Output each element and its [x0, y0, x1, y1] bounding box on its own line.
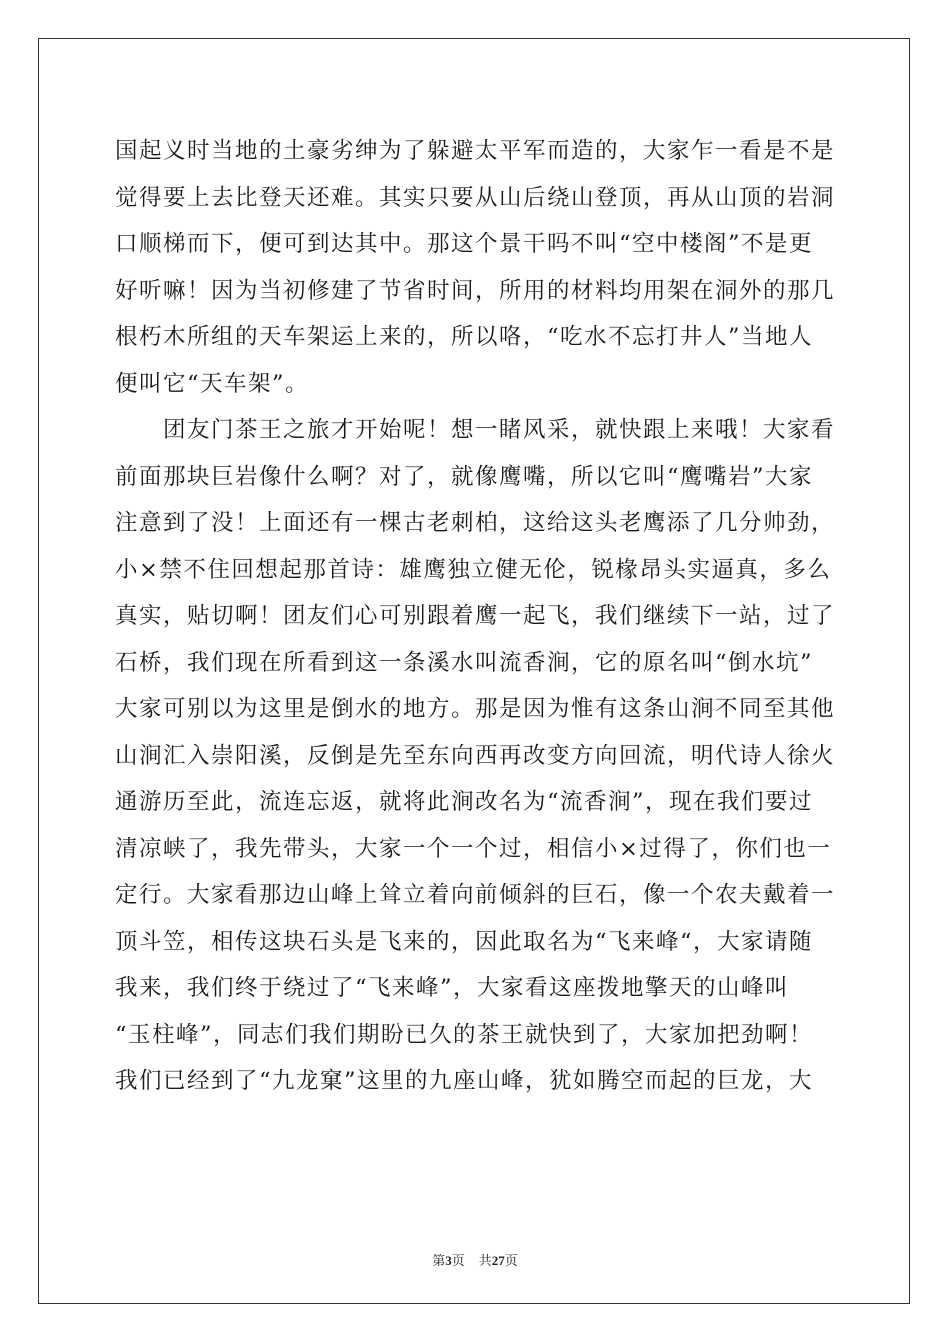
document-body: [115, 128, 835, 1105]
page-footer: [0, 1250, 950, 1269]
text-line: 注意到了没！上面还有一棵古老刺柏，这给这头老鹰添了几分帅劲，: [115, 510, 836, 536]
text-line: 顶斗笠，相传这块石头是飞来的，因此取名为“飞来峰“，大家请随: [115, 928, 814, 955]
text-line: 便叫它“天车架”。: [115, 370, 310, 397]
text-line: 山涧汇入崇阳溪，反倒是先至东向西再改变方向回流，明代诗人徐火: [115, 742, 836, 769]
text-line: 小×禁不住回想起那首诗：雄鹰独立健无伦，锐椽昂头实逼真，多么: [115, 556, 832, 583]
text-line: 清凉峡了，我先带头，大家一个一个过，相信小×过得了，你们也一: [115, 835, 832, 862]
text-line: 前面那块巨岩像什么啊？对了，就像鹰嘴，所以它叫“鹰嘴岩”大家: [115, 463, 814, 490]
text-line: 我来，我们终于绕过了“飞来峰”，大家看这座拨地擎天的山峰叫: [115, 975, 790, 1001]
text-line: 口顺梯而下，便可到达其中。那这个景干吗不叫“空中楼阁”不是更: [115, 231, 814, 257]
page-prefix: 第: [432, 1253, 446, 1268]
text-line: 大家可别以为这里是倒水的地方。那是因为惟有这条山涧不同至其他: [115, 696, 836, 722]
total-suffix: 页: [504, 1253, 518, 1268]
paragraph-first-line: 团友门茶王之旅才开始呢！想一睹风采，就快跟上来哦！大家看: [163, 417, 836, 443]
page-suffix: 页: [451, 1253, 465, 1268]
total-prefix: 共: [478, 1253, 492, 1268]
total-pages: 27: [491, 1253, 505, 1268]
text-line: 真实，贴切啊！团友们心可别跟着鹰一起飞，我们继续下一站，过了: [115, 603, 836, 629]
text-line: 好听嘛！因为当初修建了节省时间，所用的材料均用架在洞外的那几: [115, 277, 836, 304]
text-line: 通游历至此，流连忘返，就将此涧改名为“流香涧”，现在我们要过: [115, 789, 814, 815]
text-line: 定行。大家看那边山峰上耸立着向前倾斜的巨石，像一个农夫戴着一: [115, 882, 836, 908]
text-line: 觉得要上去比登天还难。其实只要从山后绕山登顶，再从山顶的岩洞: [115, 184, 836, 211]
text-line: “玉柱峰”，同志们我们期盼已久的茶王就快到了，大家加把劲啊！: [115, 1021, 814, 1048]
text-line: 我们已经到了“九龙窠”这里的九座山峰，犹如腾空而起的巨龙，大: [115, 1068, 814, 1094]
page-number: 3: [445, 1253, 452, 1268]
text-line: 根朽木所组的天车架运上来的，所以咯，“吃水不忘打井人”当地人: [115, 324, 814, 350]
text-line: 国起义时当地的土豪劣绅为了躲避太平军而造的，大家乍一看是不是: [115, 138, 836, 164]
text-line: 石桥，我们现在所看到这一条溪水叫流香涧，它的原名叫“倒水坑”: [115, 649, 814, 676]
